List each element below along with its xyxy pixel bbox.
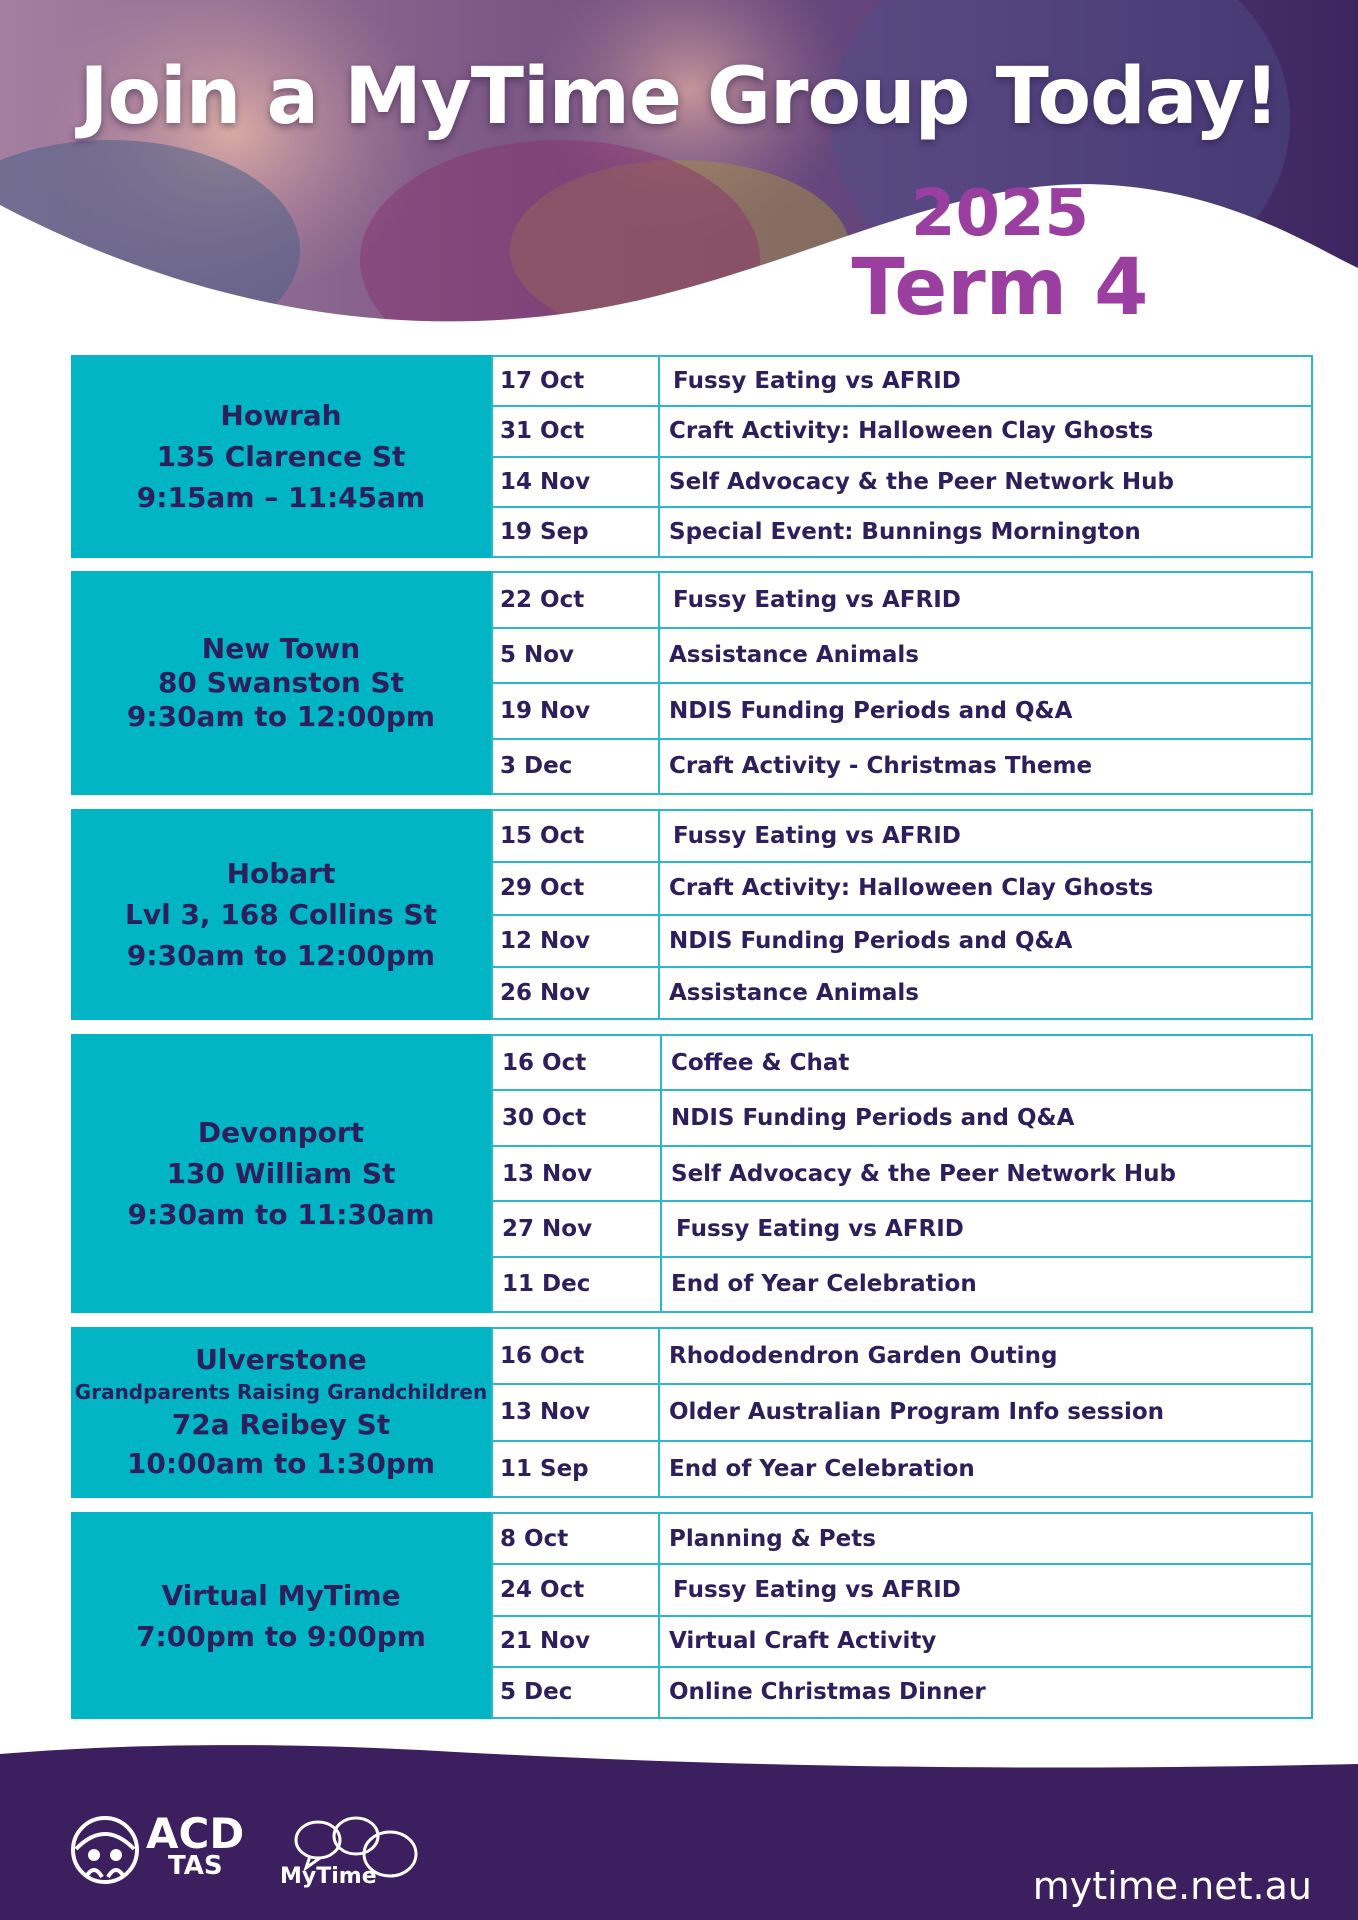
session-row [493, 1440, 1311, 1496]
group-name: Howrah [220, 399, 342, 432]
session-date: 19 Nov [493, 684, 660, 738]
session-topic: Online Christmas Dinner [669, 1679, 986, 1706]
session-date: 5 Dec [493, 1668, 660, 1717]
session-topic: Fussy Eating vs AFRID [676, 1215, 964, 1242]
session-topic: End of Year Celebration [671, 1271, 977, 1298]
session-row [493, 1383, 1311, 1439]
session-topic: Craft Activity: Halloween Clay Ghosts [669, 875, 1154, 902]
acd-logo-subtext: TAS [168, 1851, 223, 1881]
group-time: 9:30am to 12:00pm [126, 700, 436, 733]
session-date: 8 Oct [493, 1514, 660, 1563]
group-name: New Town [201, 632, 361, 665]
session-row [493, 1514, 1311, 1563]
session-row [493, 357, 1311, 405]
group-location-panel [71, 1034, 491, 1313]
session-topic: Assistance Animals [669, 979, 920, 1006]
session-table [491, 355, 1313, 558]
session-topic: Virtual Craft Activity [669, 1628, 937, 1655]
session-topic: NDIS Funding Periods and Q&A [669, 697, 1073, 724]
session-date: 29 Oct [493, 863, 660, 913]
session-topic: Self Advocacy & the Peer Network Hub [669, 468, 1174, 495]
group-time: 10:00am to 1:30pm [126, 1446, 436, 1480]
group-subtitle: Grandparents Raising Grandchildren [74, 1379, 488, 1404]
session-row [493, 405, 1311, 455]
session-topic: Rhododendron Garden Outing [669, 1343, 1058, 1370]
session-topic: Coffee & Chat [671, 1049, 850, 1076]
session-row [493, 811, 1311, 861]
session-row [493, 682, 1311, 738]
session-topic: Fussy Eating vs AFRID [673, 823, 961, 850]
group-location-panel [71, 809, 491, 1020]
group-time: 9:30am to 11:30am [127, 1198, 435, 1231]
session-date: 11 Sep [493, 1442, 660, 1496]
session-row [493, 1200, 1311, 1255]
session-row [493, 627, 1311, 683]
session-topic: End of Year Celebration [669, 1455, 975, 1482]
session-date: 21 Nov [493, 1617, 660, 1666]
session-row [493, 1145, 1311, 1200]
website-link[interactable]: mytime.net.au [1032, 1864, 1312, 1908]
group-ulverstone [71, 1327, 1313, 1498]
session-row [493, 1615, 1311, 1666]
session-date: 30 Oct [493, 1091, 662, 1144]
group-address: Lvl 3, 168 Collins St [125, 898, 437, 931]
session-table [491, 571, 1313, 795]
mytime-logo-text: MyTime [280, 1864, 377, 1889]
session-row [493, 1666, 1311, 1717]
session-topic: Assistance Animals [669, 642, 920, 669]
group-address: 72a Reibey St [171, 1407, 391, 1441]
session-date: 27 Nov [493, 1202, 662, 1255]
session-topic: Planning & Pets [669, 1525, 876, 1552]
session-date: 13 Nov [493, 1385, 660, 1439]
group-time: 9:30am to 12:00pm [126, 939, 436, 972]
group-address: 80 Swanston St [157, 666, 405, 699]
session-topic: Self Advocacy & the Peer Network Hub [671, 1160, 1176, 1187]
session-date: 24 Oct [493, 1565, 660, 1614]
group-new-town [71, 571, 1313, 795]
group-time: 7:00pm to 9:00pm [136, 1619, 426, 1653]
session-date: 17 Oct [493, 357, 660, 405]
session-topic: NDIS Funding Periods and Q&A [669, 927, 1073, 954]
session-row [493, 738, 1311, 794]
group-virtual-mytime [71, 1512, 1313, 1719]
session-table [491, 809, 1313, 1020]
session-date: 5 Nov [493, 629, 660, 683]
session-topic: Special Event: Bunnings Mornington [669, 518, 1141, 545]
session-topic: Older Australian Program Info session [669, 1399, 1165, 1426]
session-topic: Fussy Eating vs AFRID [673, 586, 961, 613]
group-location-panel [71, 1327, 491, 1498]
session-topic: Craft Activity: Halloween Clay Ghosts [669, 418, 1154, 445]
group-devonport [71, 1034, 1313, 1313]
group-howrah [71, 355, 1313, 558]
session-row [493, 1089, 1311, 1144]
session-date: 11 Dec [493, 1258, 662, 1311]
group-address: 130 William St [166, 1157, 396, 1190]
session-date: 16 Oct [493, 1329, 660, 1383]
session-row [493, 914, 1311, 966]
group-location-panel [71, 571, 491, 795]
term-year: 2025 [910, 177, 1090, 251]
session-topic: NDIS Funding Periods and Q&A [671, 1105, 1075, 1132]
session-date: 12 Nov [493, 916, 660, 966]
group-time: 9:15am – 11:45am [136, 481, 426, 514]
session-row [493, 966, 1311, 1018]
session-date: 22 Oct [493, 573, 660, 627]
session-row [493, 1036, 1311, 1089]
session-date: 13 Nov [493, 1147, 662, 1200]
term-label: Term 4 [851, 243, 1149, 333]
group-address: 135 Clarence St [156, 440, 406, 473]
session-date: 31 Oct [493, 407, 660, 455]
session-date: 3 Dec [493, 740, 660, 794]
group-location-panel [71, 355, 491, 558]
session-topic: Craft Activity - Christmas Theme [669, 753, 1093, 780]
group-name: Hobart [226, 857, 336, 890]
session-date: 16 Oct [493, 1036, 662, 1089]
session-row [493, 1563, 1311, 1614]
session-row [493, 861, 1311, 913]
session-table [491, 1034, 1313, 1313]
session-row [493, 1329, 1311, 1383]
session-row [493, 1256, 1311, 1311]
group-name: Virtual MyTime [161, 1578, 401, 1612]
session-row [493, 506, 1311, 556]
session-row [493, 456, 1311, 506]
page-title: Join a MyTime Group Today! [79, 52, 1279, 142]
session-table [491, 1512, 1313, 1719]
session-table [491, 1327, 1313, 1498]
session-date: 14 Nov [493, 458, 660, 506]
group-name: Devonport [197, 1116, 365, 1149]
header-banner [0, 0, 1358, 340]
session-topic: Fussy Eating vs AFRID [673, 1576, 961, 1603]
session-date: 26 Nov [493, 968, 660, 1018]
session-topic: Fussy Eating vs AFRID [673, 368, 961, 395]
session-date: 15 Oct [493, 811, 660, 861]
group-hobart [71, 809, 1313, 1020]
session-date: 19 Sep [493, 508, 660, 556]
group-location-panel [71, 1512, 491, 1719]
group-name: Ulverstone [195, 1342, 367, 1376]
session-row [493, 573, 1311, 627]
acd-logo-text: ACD [146, 1809, 245, 1858]
